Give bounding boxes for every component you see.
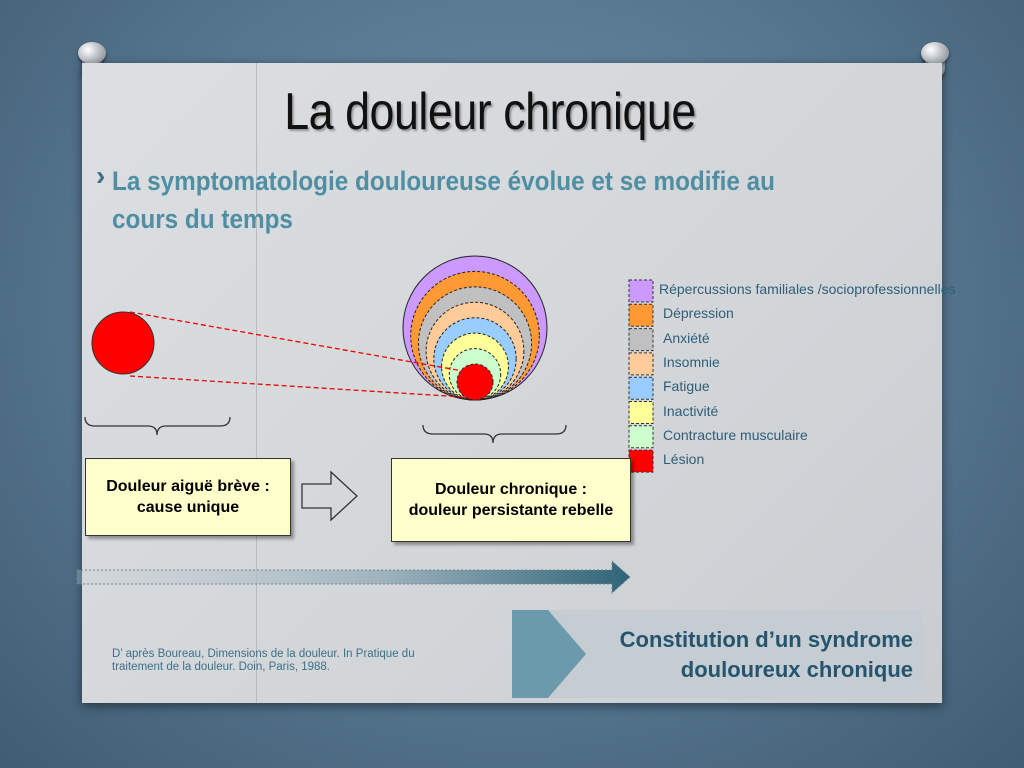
legend-swatch-5: [629, 402, 653, 424]
acute-box-line1: Douleur aiguë brève :: [106, 478, 270, 495]
chevron-right-icon: ›: [96, 160, 106, 191]
legend-swatch-6: [629, 426, 653, 448]
reference-citation: D’ après Boureau, Dimensions de la douleur. In Pratique du traitement de la douleur. Doin, Paris, 1988.: [112, 648, 415, 673]
acute-box-line2: cause unique: [136, 499, 240, 516]
slide-title: La douleur chronique: [284, 83, 696, 141]
chronic-box-line2: douleur persistante rebelle: [408, 502, 614, 519]
time-arrow: [77, 561, 630, 593]
acute-lesion-circle: [92, 312, 154, 374]
chronic-pain-box: [391, 458, 631, 542]
chronic-brace: [423, 425, 566, 443]
legend-label-6: Contracture musculaire: [663, 426, 808, 443]
acute-pain-box: [85, 458, 291, 536]
legend-label-1: Dépression: [663, 305, 734, 322]
chronic-box-line1: Douleur chronique :: [434, 481, 587, 498]
legend-swatch-7: [629, 450, 653, 472]
transition-arrow-icon: [302, 472, 357, 520]
acute-brace: [85, 417, 230, 435]
legend-label-2: Anxiété: [663, 329, 710, 346]
legend-label-7: Lésion: [663, 451, 705, 468]
legend-swatch-1: [629, 304, 653, 326]
legend-swatch-0: [629, 280, 653, 302]
legend-label-5: Inactivité: [663, 402, 719, 419]
banner-line2: douloureux chronique: [680, 657, 913, 682]
legend-label-0: Répercussions familiales /socioprofessionnelles: [659, 281, 956, 297]
legend-label-3: Insomnie: [663, 353, 720, 370]
legend-label-4: Fatigue: [663, 378, 710, 395]
banner-title: [585, 625, 913, 685]
legend-swatches: [629, 280, 653, 472]
connector-bottom: [130, 376, 463, 397]
legend-swatch-3: [629, 353, 653, 375]
slide-subtitle: La symptomatologie douloureuse évolue et se modifie au cours du temps: [112, 166, 775, 234]
banner-line1: Constitution d’un syndrome: [619, 627, 913, 652]
legend-swatch-2: [629, 329, 653, 351]
nested-circle-7: [457, 364, 493, 400]
legend-swatch-4: [629, 377, 653, 399]
nested-circles: [403, 256, 547, 400]
